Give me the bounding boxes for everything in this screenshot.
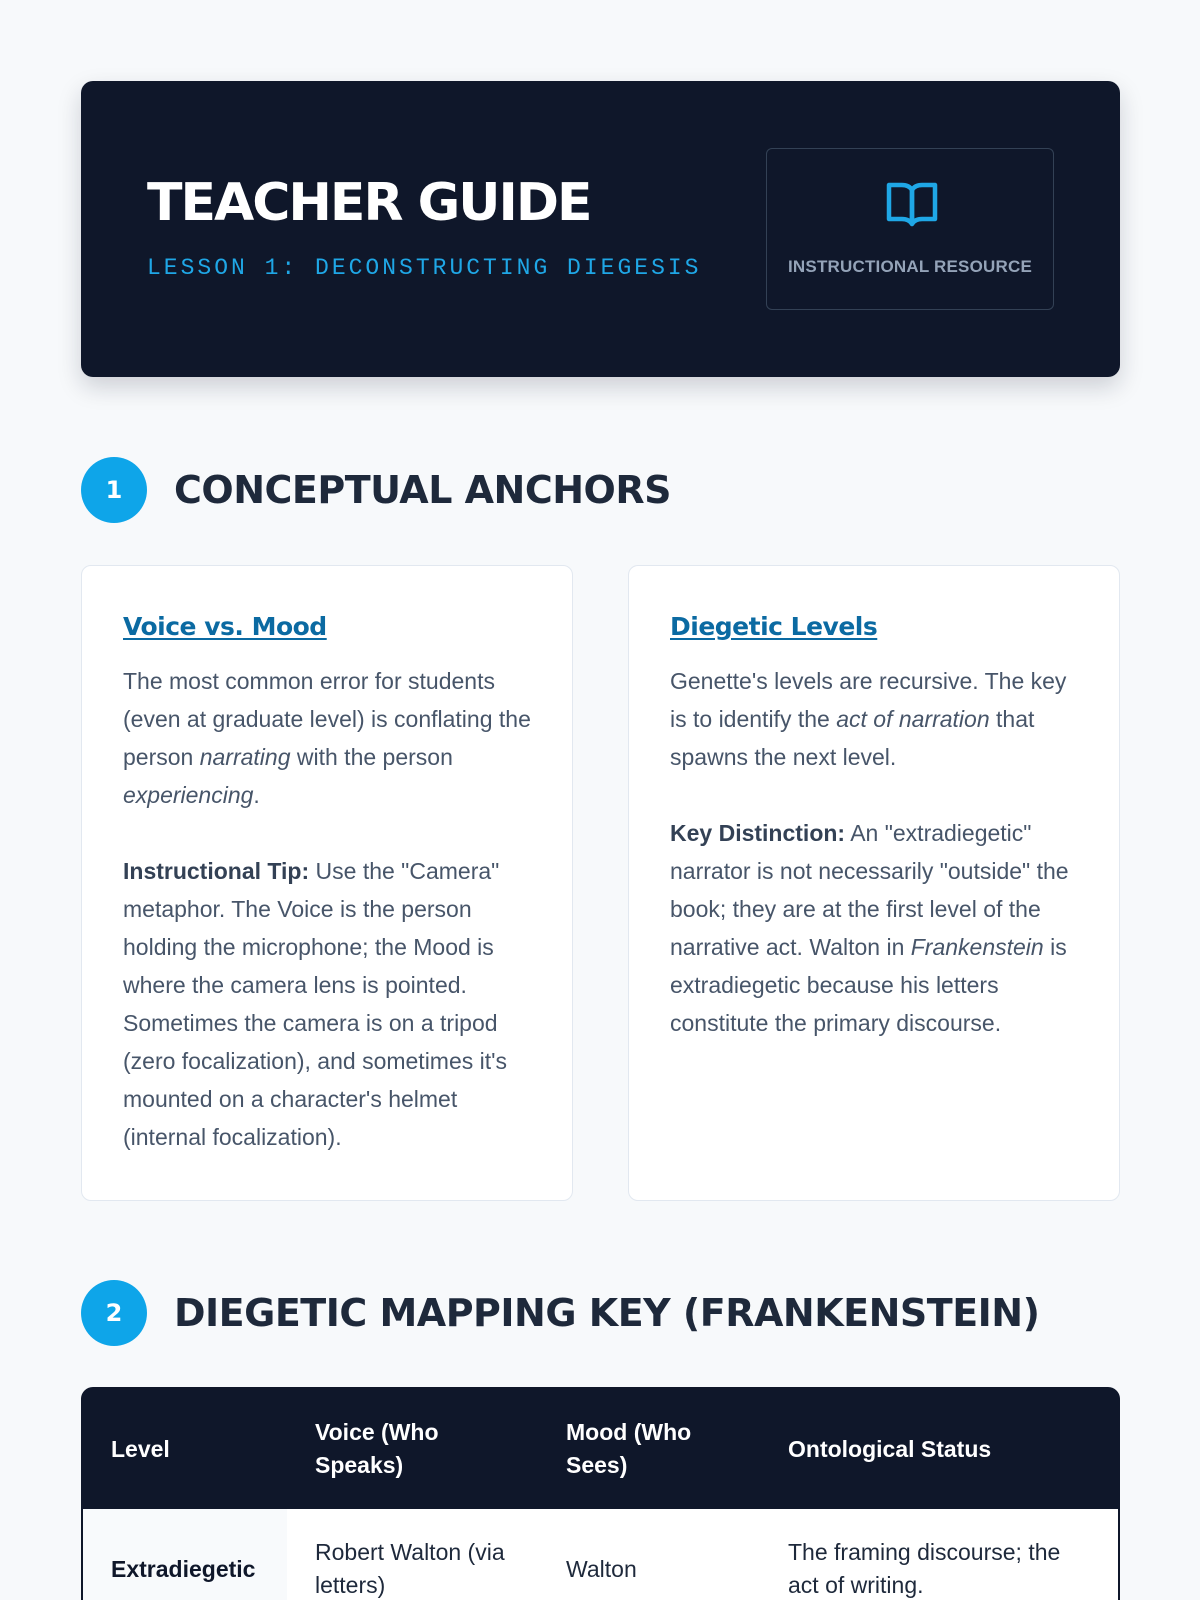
section-diegetic-mapping-key	[81, 1280, 1120, 1346]
teacher-guide-page	[81, 81, 1120, 1598]
section-title: DIEGETIC MAPPING KEY (FRANKENSTEIN)	[174, 1291, 1040, 1335]
column-header-level: Level	[83, 1389, 287, 1509]
card-title: Voice vs. Mood	[123, 612, 327, 641]
column-header-mood: Mood (Who Sees)	[538, 1389, 760, 1509]
section-conceptual-anchors	[81, 457, 1120, 523]
open-book-icon	[885, 179, 939, 229]
diegetic-mapping-table	[81, 1387, 1120, 1600]
section-title: CONCEPTUAL ANCHORS	[174, 468, 671, 512]
column-header-ontological-status: Ontological Status	[760, 1389, 1118, 1509]
card-body	[670, 662, 1079, 1042]
level-cell: Extradiegetic	[83, 1509, 287, 1600]
ontological-status-cell: The framing discourse; the act of writing.	[760, 1509, 1118, 1600]
card-diegetic-levels	[628, 565, 1120, 1201]
resource-label: INSTRUCTIONAL RESOURCE	[788, 257, 1032, 276]
voice-cell: Robert Walton (via letters)	[287, 1509, 538, 1600]
column-header-voice: Voice (Who Speaks)	[287, 1389, 538, 1509]
guide-title: TEACHER GUIDE	[147, 173, 591, 233]
instructional-tip: Instructional Tip: Use the "Camera" metaphor. The Voice is the person holding the microphone; the Mood is where the camera lens is pointed. Sometimes the camera is on a tripod (zero focalization), and sometimes it's mounted on a character's helmet (internal focalization).	[123, 858, 508, 1150]
table-row	[83, 1509, 1118, 1600]
section-number-badge: 2	[81, 1280, 147, 1346]
card-body	[123, 662, 532, 1156]
section-number-badge: 1	[81, 457, 147, 523]
card-paragraph: Genette's levels are recursive. The key is to identify the act of narration that spawns the next level.	[670, 668, 1067, 770]
instructional-resource-badge	[766, 148, 1054, 310]
mood-cell: Walton	[538, 1509, 760, 1600]
guide-header	[81, 81, 1120, 377]
card-voice-vs-mood	[81, 565, 573, 1201]
card-paragraph: The most common error for students (even at graduate level) is conflating the person narrating with the person experiencing.	[123, 668, 531, 808]
card-title: Diegetic Levels	[670, 612, 878, 641]
lesson-subtitle: LESSON 1: DECONSTRUCTING DIEGESIS	[147, 255, 702, 281]
key-distinction: Key Distinction: An "extradiegetic" narrator is not necessarily "outside" the book; they are at the first level of the narrative act. Walton in Frankenstein is extradiegetic because his letters constitute the primary discourse.	[670, 820, 1069, 1036]
table-header-row	[83, 1389, 1118, 1509]
